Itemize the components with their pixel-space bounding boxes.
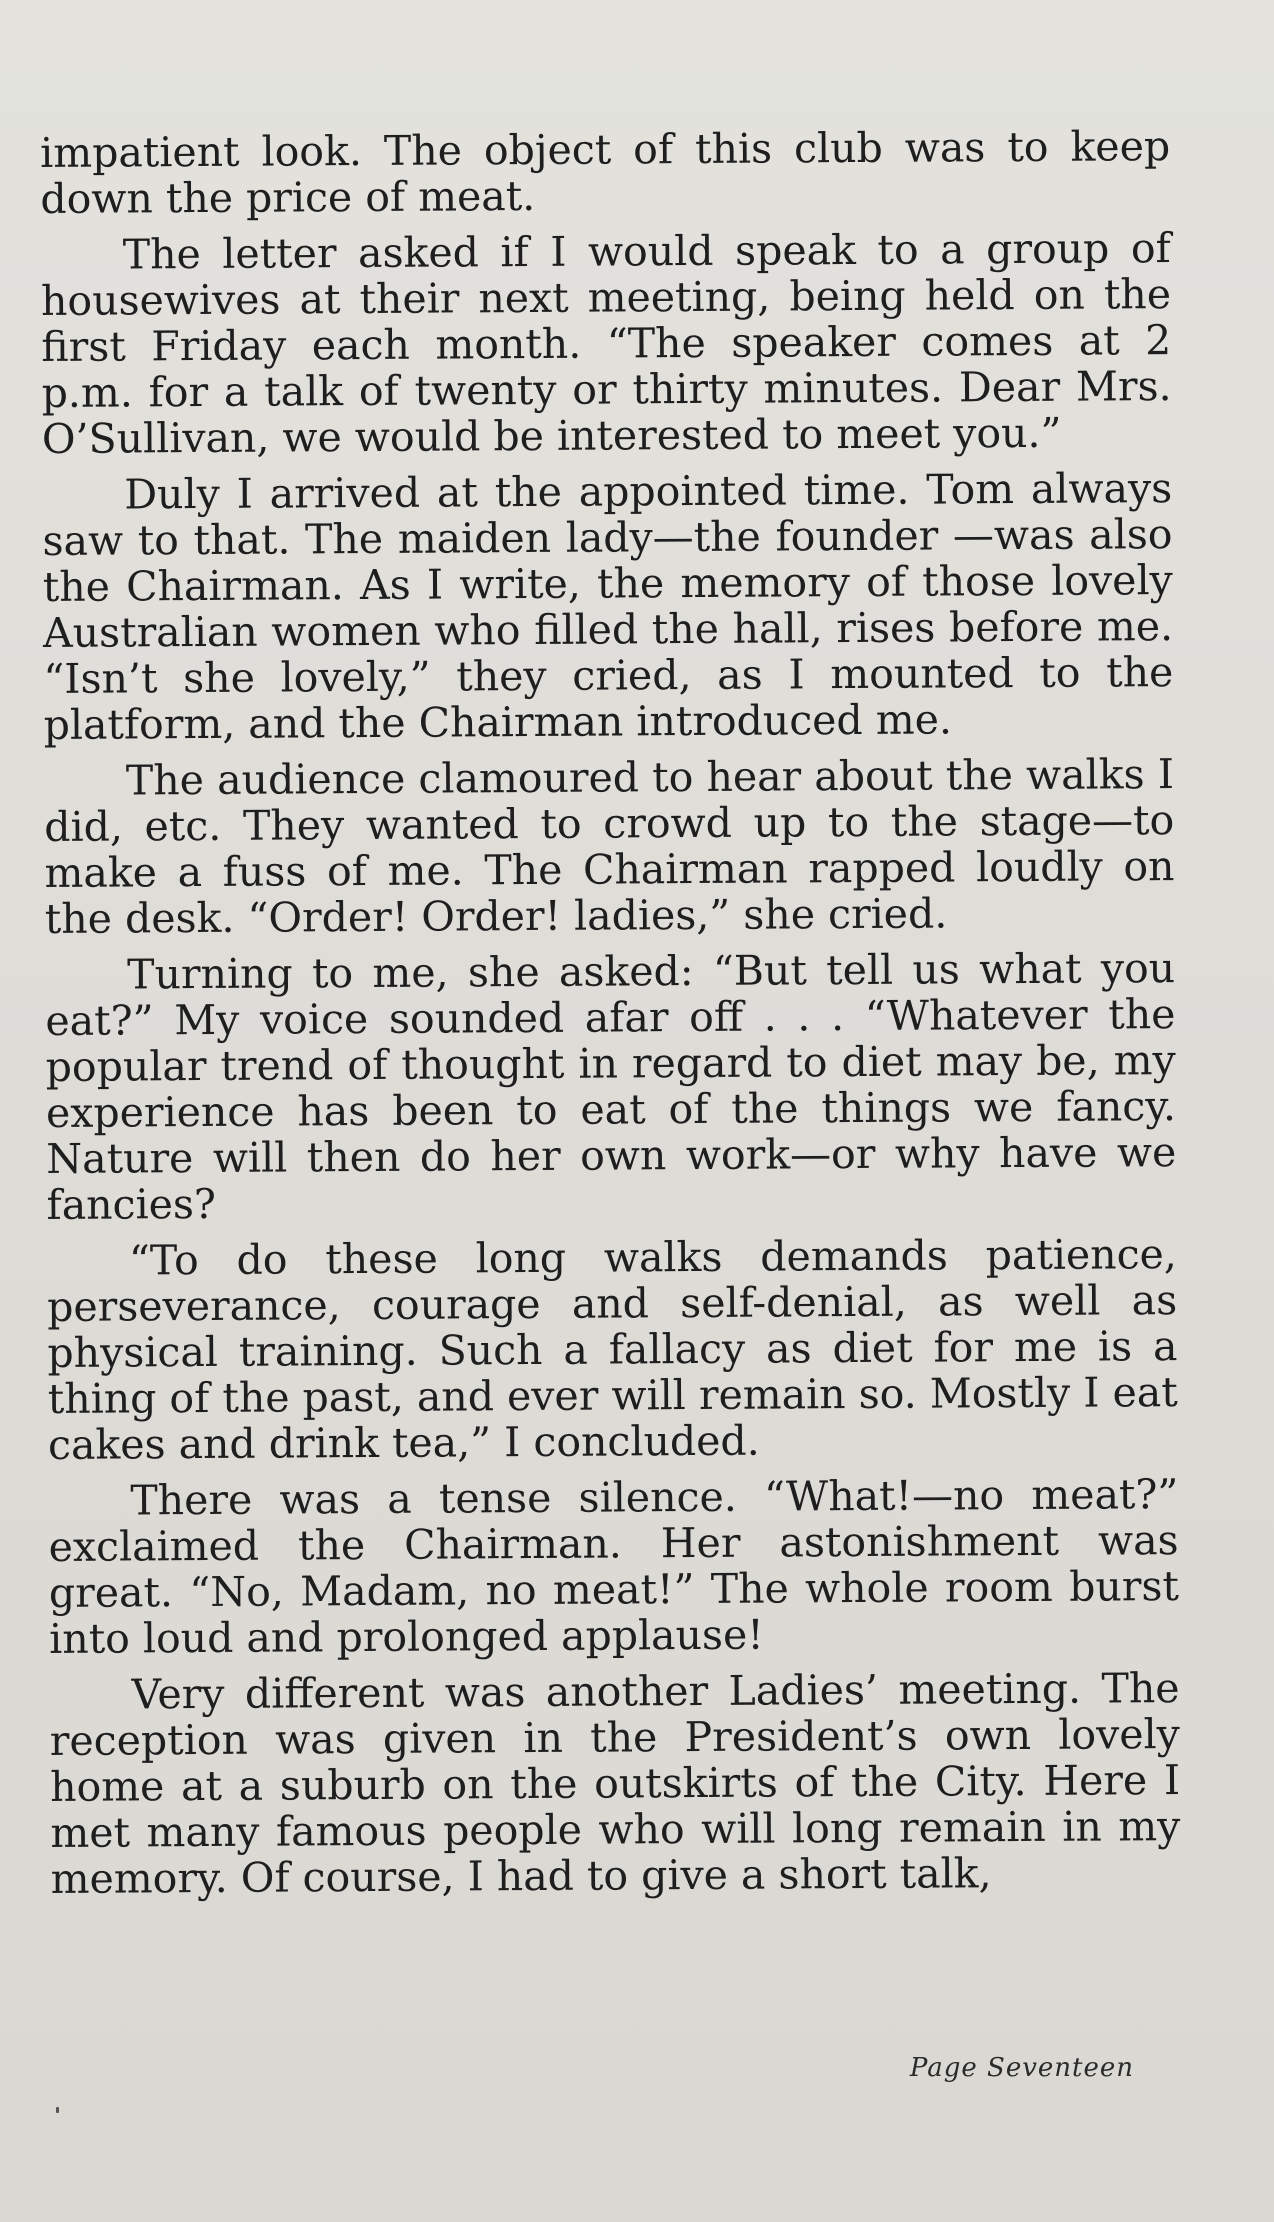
paragraph-8: Very different was another Ladies’ meeting. The reception was given in the President’s own lovely home at a suburb on the outskirts of the City. Here I met many famous people who will long remain in my memory. Of course, I had to give a short talk, bbox=[49, 1664, 1181, 1903]
paragraph-7: There was a tense silence. “What!—no meat?” exclaimed the Chairman. Her astonishment was great. “No, Madam, no meat!” The whole room burst into loud and prolonged applause! bbox=[48, 1470, 1180, 1663]
paragraph-1: impatient look. The object of this club was to keep down the price of meat. bbox=[39, 122, 1171, 223]
paragraph-2: The letter asked if I would speak to a group of housewives at their next meeting, being held on the first Friday each month. “The speaker comes at 2 p.m. for a talk of twenty or thirty minutes. Dear Mrs. O’Sullivan, we would be interested to meet you.” bbox=[40, 224, 1172, 463]
paper-speck bbox=[56, 2107, 59, 2113]
paragraph-4: The audience clamoured to hear about the walks I did, etc. They wanted to crowd up to the stage—to make a fuss of me. The Chairman rapped loudly on the desk. “Order! Order! ladies,” she cried. bbox=[44, 750, 1175, 943]
body-text bbox=[40, 123, 1181, 1912]
page-number-label: Page Seventeen bbox=[909, 2053, 1134, 2083]
paragraph-3: Duly I arrived at the appointed time. Tom always saw to that. The maiden lady—the founder —was also the Chairman. As I write, the memory of those lovely Australian women who filled the hall, rises before me. “Isn’t she lovely,” they cried, as I mounted to the platform, and the Chairman introduced me. bbox=[42, 464, 1174, 749]
paragraph-6: “To do these long walks demands patience, perseverance, courage and self-denial, as well as physical training. Such a fallacy as diet for me is a thing of the past, and ever will remain so. Mostly I eat cakes and drink tea,” I concluded. bbox=[47, 1230, 1178, 1469]
paragraph-5: Turning to me, she asked: “But tell us what you eat?” My voice sounded afar off . . . “Whatever the popular trend of thought in regard to diet may be, my experience has been to eat of the things we fancy. Nature will then do her own work—or why have we fancies? bbox=[45, 944, 1177, 1229]
